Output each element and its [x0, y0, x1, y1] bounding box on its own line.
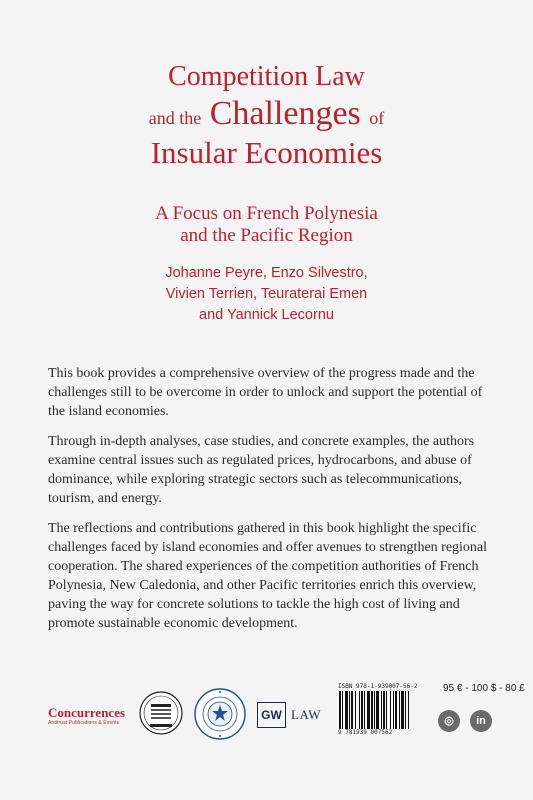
subtitle-line-1: A Focus on French Polynesia: [155, 203, 378, 224]
publisher-name: Concurrences: [48, 705, 126, 720]
title-line-2-post: of: [369, 108, 385, 128]
linkedin-icon[interactable]: in: [470, 710, 492, 732]
authority-seal-logo: [138, 690, 184, 736]
title-line-2-pre: and the: [148, 108, 202, 128]
gw-mark: GW: [257, 702, 286, 728]
title-line-2-main: Challenges: [209, 95, 361, 132]
authors-line-1: Johanne Peyre, Enzo Silvestro,: [165, 265, 368, 281]
institute-seal-logo: [193, 687, 247, 741]
instagram-icon[interactable]: ◎: [438, 710, 460, 732]
title-line-2: [0, 95, 533, 137]
barcode: [338, 691, 434, 729]
authors-line-2: Vivien Terrien, Teuraterai Emen: [165, 286, 368, 302]
paragraph-3: The reflections and contributions gathered in this book highlight the specific challenges faced by island economies and offer avenues to strengthen regional cooperation. The shared experiences of the competition authorities of French Polynesia, New Caledonia, and other Pacific territories enrich this overview, paving the way for concrete solutions to tackle the high cost of living and promote sustainable economic development.: [48, 521, 488, 631]
title-line-1: Competition Law: [168, 61, 365, 92]
subtitle-line-2: and the Pacific Region: [180, 225, 353, 246]
isbn-block: [338, 683, 436, 743]
gw-law-logo: [257, 700, 327, 730]
paragraph-1: This book provides a comprehensive overview of the progress made and the challenges still to be overcome in order to unlock and support the potential of the island economies.: [48, 366, 483, 419]
isbn-label: ISBN 978-1-939007-56-2: [338, 683, 418, 690]
gw-law-text: LAW: [291, 707, 322, 722]
publisher-tagline: Antitrust Publications & Events: [48, 720, 120, 726]
price-label: 95 € - 100 $ - 80 £: [443, 683, 525, 694]
authors-line-3: and Yannick Lecornu: [199, 307, 334, 323]
concurrences-logo: [48, 706, 138, 727]
isbn-number: 9 781939 007562: [338, 729, 393, 736]
title-line-3: Insular Economies: [150, 135, 383, 170]
paragraph-2: Through in-depth analyses, case studies, and concrete examples, the authors examine central issues such as regulated prices, hydrocarbons, and abuse of dominance, while exploring strategic sectors such as telecommunications, tourism, and energy.: [48, 434, 475, 506]
